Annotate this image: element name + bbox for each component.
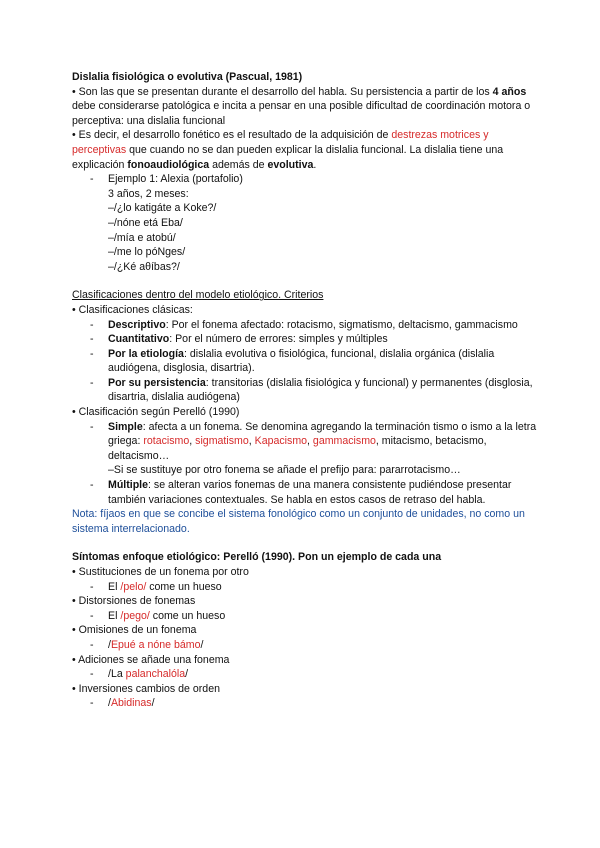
text: : afecta a un fonema. Se denomina agregando la terminación tismo o ismo a la letra griega: (108, 420, 537, 448)
highlight-text: destrezas motrices y perceptivas (72, 129, 489, 156)
text: come un hueso (149, 609, 226, 622)
paragraph (72, 128, 538, 172)
section-heading: Clasificaciones dentro del modelo etiológico. Criterios (72, 289, 324, 302)
text: • Es decir, el desarrollo fonético es el resultado de la adquisición de (72, 129, 392, 142)
highlight-text: /pego/ (120, 609, 150, 622)
sub-note: –Si se sustituye por otro fonema se añade el prefijo para: pararrotacismo… (108, 464, 461, 477)
text: : Por el número de errores: simples y múltiples (169, 333, 388, 346)
list-item (72, 347, 538, 376)
section-title: Dislalia fisiológica o evolutiva (Pascual, 1981) (72, 71, 303, 83)
highlight-text: rotacismo (143, 435, 190, 448)
text: / (108, 697, 111, 710)
example-label: - Ejemplo 1: Alexia (portafolio) (108, 173, 243, 186)
section-title: Síntomas enfoque etiológico: Perelló (1990). Pon un ejemplo de cada una (72, 551, 442, 564)
example-item (72, 172, 538, 274)
bold-text: evolutiva (267, 158, 314, 171)
text: , mitacismo, betacismo, deltacismo… (108, 435, 487, 462)
text: . (313, 158, 317, 171)
term: Simple (108, 420, 143, 433)
list-label: • Clasificación según Perelló (1990) (72, 406, 240, 419)
example-line: –/nóne etá Eba/ (108, 216, 183, 229)
text: come un hueso (146, 580, 222, 593)
text: debe considerarse patológica e incita a pensar en una posible dificultad de coordinación motora o perceptiva: una dislalia funcional (72, 100, 531, 127)
symptom-example (72, 638, 538, 653)
symptom-example (72, 667, 538, 682)
text: / (151, 697, 155, 710)
highlight-text: Kapacismo (254, 435, 308, 448)
text: : dislalia evolutiva o fisiológica, funcional, dislalia orgánica (dislalia audiógena, disglosia, disartria). (108, 347, 495, 375)
bold-text: fonoaudiológica (127, 158, 210, 171)
symptom-example (72, 609, 538, 624)
symptom-label: • Adiciones se añade una fonema (72, 653, 230, 666)
example-line: –/mía e atobú/ (108, 231, 176, 244)
example-line: 3 años, 2 meses: (108, 187, 189, 200)
term: Cuantitativo (108, 333, 170, 346)
text: además de (209, 158, 268, 171)
term: Por su persistencia (108, 376, 206, 389)
section-clasificaciones (72, 288, 538, 536)
term: Descriptivo (108, 318, 166, 331)
text: : Por el fonema afectado: rotacismo, sigmatismo, deltacismo, gammacismo (165, 318, 518, 331)
list-label: • Clasificaciones clásicas: (72, 303, 193, 316)
example-line: –/¿lo katigáte a Koke?/ (108, 202, 217, 215)
list-item (72, 318, 538, 333)
text: El (108, 580, 121, 593)
text: / (185, 668, 189, 681)
list-item: - Simple: afecta a un fonema. Se denomina agregando la terminación tismo o ismo a la letra griega: rotacismo, sigmatismo, Kapacismo, gammacismo, mitacismo, betacismo, deltacismo… –Si se sustituye por otro fonema se añade el prefijo para: pararrotacismo… (72, 420, 538, 478)
symptom-example (72, 696, 538, 711)
example-line: –/me lo póNges/ (108, 246, 186, 259)
term: Por la etiología (108, 347, 184, 360)
note-text: Nota: fíjaos en que se concibe el sistema fonológico como un conjunto de unidades, no como un sistema interrelacionado. (72, 508, 525, 535)
highlight-text: Abidinas (110, 697, 152, 710)
term: Múltiple (108, 479, 149, 492)
text: El (108, 609, 121, 622)
paragraph (72, 85, 538, 129)
text: / (108, 638, 111, 651)
symptom-example (72, 580, 538, 595)
list-item (72, 478, 538, 507)
text: • Son las que se presentan durante el desarrollo del habla. Su persistencia a partir de los (72, 85, 493, 98)
highlight-text: sigmatismo (195, 435, 249, 448)
text: : se alteran varios fonemas de una manera consistente pudiéndose presentar también variaciones contextuales. Se habla en estos casos de retraso del habla. (108, 479, 512, 506)
text: : transitorias (dislalia fisiológica y funcional) y permanentes (disglosia, disartria, dislalia audiógena) (108, 376, 533, 404)
highlight-text: /pelo/ (120, 580, 147, 593)
symptom-label: • Sustituciones de un fonema por otro (72, 566, 249, 578)
list-item (72, 332, 538, 347)
section-sintomas (72, 550, 538, 711)
bold-text: 4 años (492, 85, 527, 98)
text: que cuando no se dan pueden explicar la dislalia funcional. La dislalia tiene una explicación (72, 143, 504, 171)
section-dislalia-fisiologica (72, 70, 538, 274)
symptom-label: • Inversiones cambios de orden (72, 682, 220, 695)
symptom-label: • Distorsiones de fonemas (72, 595, 196, 608)
text: /La (108, 668, 126, 681)
highlight-text: Epué a nóne bámo (110, 638, 201, 651)
text: / (200, 638, 204, 651)
list-item (72, 376, 538, 405)
symptom-label: • Omisiones de un fonema (72, 624, 197, 637)
highlight-text: gammacismo (312, 435, 376, 448)
highlight-text: palanchalóla (125, 668, 186, 681)
example-line: –/¿Ké aθíbas?/ (108, 260, 180, 273)
